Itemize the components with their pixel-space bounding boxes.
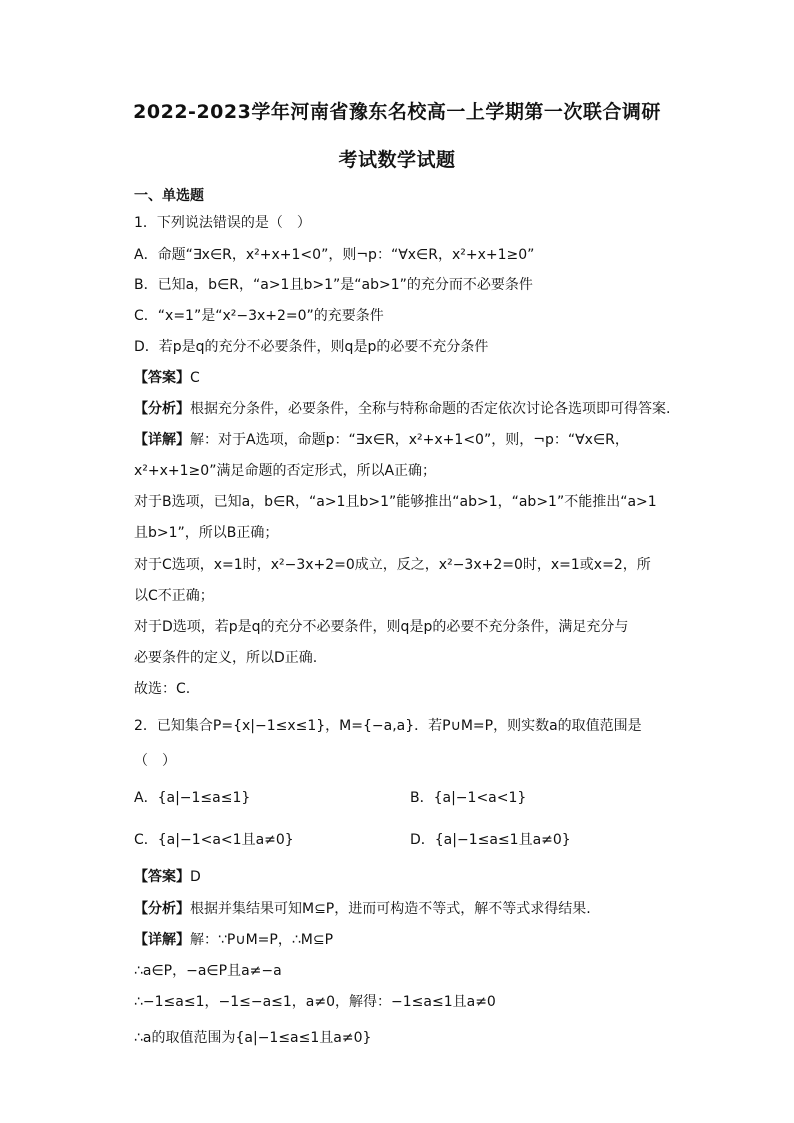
q1-detail-l4: 且b>1”，所以B正确；	[134, 525, 279, 541]
q1-analysis	[134, 399, 670, 419]
detail-tag: 【详解】	[134, 932, 190, 948]
analysis-tag: 【分析】	[134, 901, 190, 917]
q2-detail-l4: ∴a的取值范围为{a|−1≤a≤1且a≠0}	[134, 1030, 372, 1046]
q2-option-d: D．{a|−1≤a≤1且a≠0}	[410, 832, 571, 848]
q2-detail-l2: ∴a∈P，−a∈P且a≠−a	[134, 963, 282, 979]
section-heading: 一、单选题	[134, 188, 204, 204]
q1-detail-l3: 对于B选项，已知a，b∈R，“a>1且b>1”能够推出“ab>1，“ab>1”不能推出“a>1	[134, 494, 657, 510]
q2-stem-l1: 2．已知集合P={x|−1≤x≤1}，M={−a,a}．若P∪M=P，则实数a的取值范围是	[134, 718, 642, 734]
q2-stem-l2: （ ）	[134, 753, 176, 769]
q1-detail-l8: 必要条件的定义，所以D正确.	[134, 650, 318, 666]
q1-detail-l1: 解：对于A选项，命题p：“∃x∈R，x²+x+1<0”，则，¬p：“∀x∈R，	[190, 432, 629, 448]
answer-tag: 【答案】	[134, 370, 190, 386]
q1-detail-l5: 对于C选项，x=1时，x²−3x+2=0成立，反之，x²−3x+2=0时，x=1或x=2，所	[134, 557, 651, 573]
q2-detail-l1: 解：∵P∪M=P，∴M⊆P	[190, 932, 334, 948]
q2-analysis-text: 根据并集结果可知M⊆P，进而可构造不等式，解不等式求得结果.	[190, 901, 591, 917]
q1-option-d: D．若p是q的充分不必要条件，则q是p的必要不充分条件	[134, 339, 489, 355]
q2-detail-l3: ∴−1≤a≤1，−1≤−a≤1，a≠0，解得：−1≤a≤1且a≠0	[134, 994, 496, 1010]
q2-analysis	[134, 899, 591, 919]
q2-option-c: C．{a|−1<a<1且a≠0}	[134, 832, 294, 848]
q2-option-b: B．{a|−1<a<1}	[410, 790, 527, 806]
q1-option-a: A．命题“∃x∈R，x²+x+1<0”，则¬p：“∀x∈R，x²+x+1≥0”	[134, 247, 535, 263]
answer-tag: 【答案】	[134, 869, 190, 885]
q1-answer	[134, 368, 200, 388]
q1-stem: 1．下列说法错误的是（ ）	[134, 215, 311, 231]
detail-tag: 【详解】	[134, 432, 190, 448]
q2-detail	[134, 930, 333, 950]
q1-detail	[134, 430, 629, 450]
q1-analysis-text: 根据充分条件，必要条件，全称与特称命题的否定依次讨论各选项即可得答案.	[190, 401, 671, 417]
q1-detail-l7: 对于D选项，若p是q的充分不必要条件，则q是p的必要不充分条件，满足充分与	[134, 619, 629, 635]
analysis-tag: 【分析】	[134, 401, 190, 417]
q1-answer-value: C	[190, 370, 200, 386]
q1-option-b: B．已知a，b∈R，“a>1且b>1”是“ab>1”的充分而不必要条件	[134, 277, 533, 293]
q1-conclusion: 故选：C.	[134, 681, 191, 697]
q1-detail-l6: 以C不正确；	[134, 588, 214, 604]
doc-title-line2: 考试数学试题	[338, 149, 456, 171]
doc-title-line1: 2022-2023学年河南省豫东名校高一上学期第一次联合调研	[133, 101, 661, 123]
q2-option-a: A．{a|−1≤a≤1}	[134, 790, 251, 806]
q1-option-c: C．“x=1”是“x²−3x+2=0”的充要条件	[134, 308, 384, 324]
q2-answer	[134, 867, 201, 887]
q1-detail-l2: x²+x+1≥0”满足命题的否定形式，所以A正确；	[134, 463, 437, 479]
q2-answer-value: D	[190, 869, 201, 885]
